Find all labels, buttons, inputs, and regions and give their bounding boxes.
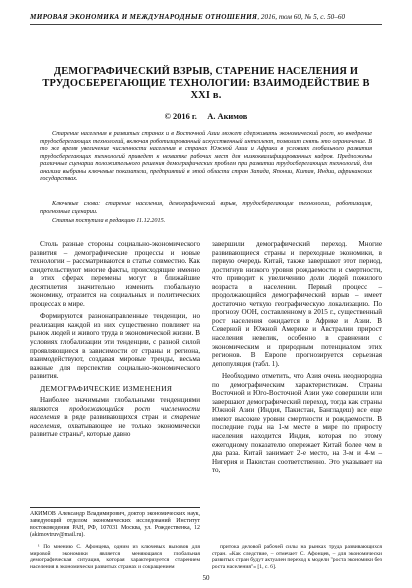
keywords: Ключевые слова: старение населения, демографический взрыв, трудосберегающие технологии, роботизация, прогнозные сценарии. — [40, 200, 372, 215]
footnote-left — [30, 544, 200, 570]
footnote-right — [212, 544, 382, 570]
issue-info: , 2016, том 60, № 5, с. 50–60 — [257, 13, 346, 21]
paragraph: Столь разные стороны социально-экономического развития – демографические процессы и новые технологии – рассматриваются в статье совместно. Как свидетельствуют многие факты, происходящие именно в этих сферах перемены могут в ближайшие десятилетия значительно изменить глобальную экономику, отразится на социальных и политических процессах в мире. — [30, 240, 200, 308]
emphasis: продолжающийся рост численности населения — [30, 404, 200, 422]
paragraph — [30, 396, 200, 439]
text-run: Наиболее значимыми глобальными тенденциями являются — [30, 396, 200, 413]
paragraph: Формируются разнонаправленные тенденции, но реализация каждой из них существенно повлияет на рынок людей и живого труда в экономической жизни. В условиях глобализации эти тенденции, с разной силой проявляющиеся в зависимости от страны и региона, взаимодействуют, создавая мировые тренды, весьма важные для перспектив социально-экономического развития. — [30, 312, 200, 381]
paragraph: Необходимо отметить, что Азия очень неоднородна по демографическим характеристикам. Страны Восточной и Юго-Восточной Азии уже совершили или завершают демографический переход, тогда как страны Южной Азии (Индия, Пакистан, Бангладеш) все еще имеют высокие уровни смертности и рождаемости. В последние годы на 1-м месте в мире по приросту населения находится Индия, которая по этому ежегодному показателю опережает Китай более чем в два раза. Китай занимает 2-е место, на 3-м и 4-м – Нигерия и Пакистан соответственно. Это указывает на то, — [212, 372, 382, 475]
footnote-text: ¹ По мнению С. Афонцева, одним из ключевых вызовов для мировой экономики является меняющаяся глобальная демографическая ситуация, которая характеризуется старением населения в экономически развитых странах и сокращением — [30, 544, 200, 570]
emphasis: старение населения — [30, 413, 200, 430]
page-number: 50 — [202, 574, 210, 582]
footnote-text: притока деловой рабочей силы на рынках труда развивающихся стран. «Как следствие, – отмечает С. Афонцев, – для экономически развитых стран будут актуален переход к модели "роста экономики без роста населения"» [1, с. 6]. — [212, 544, 382, 570]
journal-title: МИРОВАЯ ЭКОНОМИКА И МЕЖДУНАРОДНЫЕ ОТНОШЕНИЯ — [30, 13, 258, 21]
author-name: А. Акимов — [207, 112, 248, 121]
text-run: в ряде развивающихся стран и — [59, 413, 172, 422]
article-title: ДЕМОГРАФИЧЕСКИЙ ВЗРЫВ, СТАРЕНИЕ НАСЕЛЕНИЯ И ТРУДОСБЕРЕГАЮЩИЕ ТЕХНОЛОГИИ: ВЗАИМОДЕЙСТВИЕ В XXI в. — [42, 66, 370, 101]
section-heading: ДЕМОГРАФИЧЕСКИЕ ИЗМЕНЕНИЯ — [40, 383, 173, 393]
text-run: , охватывающее не только экономически развитые страны¹, которые давно — [30, 421, 200, 439]
running-head — [30, 13, 382, 25]
abstract: Старение населения в развитых странах и в Восточной Азии может сдерживать экономический рост, но внедрение трудосберегающих технологий, включая роботизированный искусственный интеллект, позволит снять это ограничение. В то же время увеличение численности населения в странах Южной Азии и Африки в условиях глобального развития трудосберегающих технологий приведет к нехватке рабочих мест для низкоквалифицированных кадров. Предложены различные сценарии положительного решения демографических проблем при развитии трудосберегающих технологий, для анализа выбраны ключевые показатели, предприятий в этой области стран Запада, Японии, Китая, Индии, африканских государствах. — [40, 130, 372, 183]
author-affiliation: АКИМОВ Александр Владимирович, доктор экономических наук, заведующий отделом экономических исследований Институт востоковедения РАН, РФ, 107031 Москва, ул. Рождественка, 12 (akimovtruv@mail.ru). — [30, 507, 200, 539]
paragraph: завершили демографический переход. Многие развивающиеся страны и переходные экономики, в первую очередь Китай, также завершают этот период, достигнув низкого уровня рождаемости и смертности, что приводит к увеличению доли людей пожилого возраста в населении. Первый процесс – продолжающийся демографический взрыв – имеет достаточно четкую географическую локализацию. По прогнозу ООН, составленному в 2015 г., существенный рост населения ожидается в Африке и Азии. В Северной и Южной Америке и Австралии прирост населения невелик, особенно в сравнении с экономическим и природным потенциалом этих регионов. В Европе прогнозируется серьезная депопуляция (табл. 1). — [212, 240, 382, 368]
byline — [40, 112, 372, 122]
received-date: Статья поступила в редакцию 11.12.2015. — [52, 217, 166, 224]
right-column — [212, 240, 382, 479]
copyright-year: © 2016 г. — [164, 112, 197, 121]
left-column — [30, 240, 200, 443]
